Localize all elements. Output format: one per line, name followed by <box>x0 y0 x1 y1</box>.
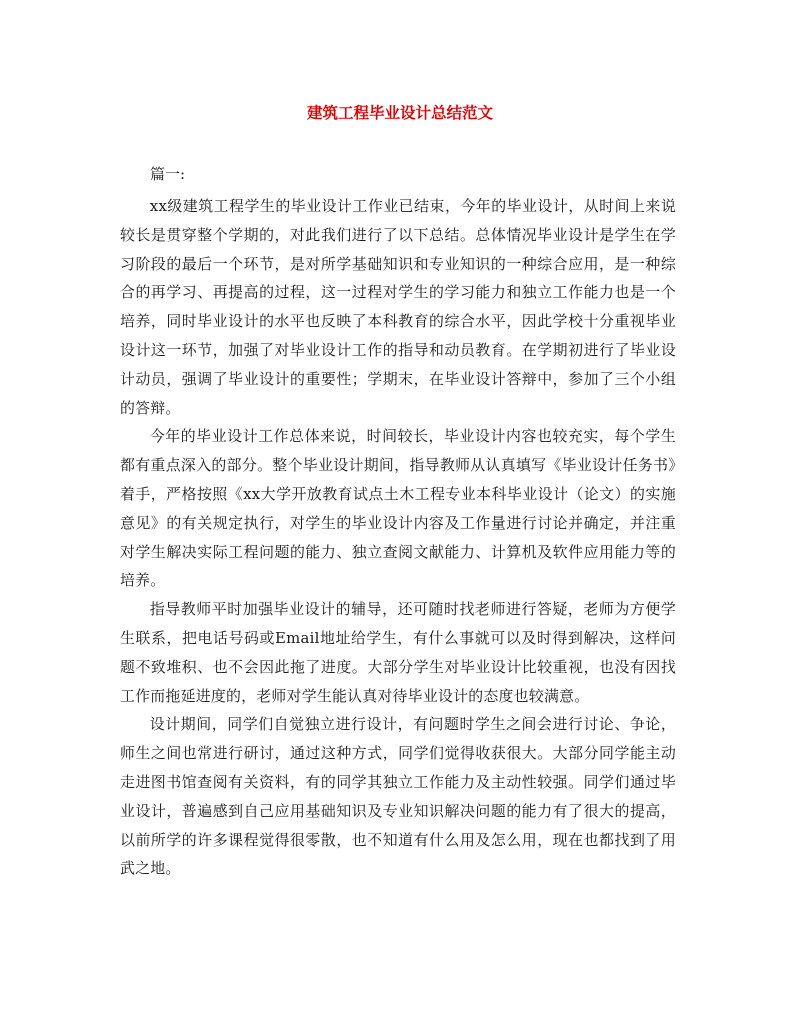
paragraph: 今年的毕业设计工作总体来说，时间较长，毕业设计内容也较充实，每个学生都有重点深入的部分。整个毕业设计期间，指导教师从认真填写《毕业设计任务书》着手，严格按照《xx大学开放教育试点土木工程专业本科毕业设计（论文）的实施意见》的有关规定执行，对学生的毕业设计内容及工作量进行讨论并确定，并注重对学生解决实际工程问题的能力、独立查阅文献能力、计算机及软件应用能力等的培养。 <box>120 427 676 590</box>
document-title: 建筑工程毕业设计总结范文 <box>306 103 493 122</box>
paragraph: 指导教师平时加强毕业设计的辅导，还可随时找老师进行答疑，老师为方便学生联系，把电话号码或Email地址给学生，有什么事就可以及时得到解决，这样问题不致堆积、也不会因此拖了进度。大部分学生对毕业设计比较重视，也没有因找工作而拖延进度的，老师对学生能认真对待毕业设计的态度也较满意。 <box>120 600 676 705</box>
paragraph: xx级建筑工程学生的毕业设计工作业已结束，今年的毕业设计，从时间上来说较长是贯穿整个学期的，对此我们进行了以下总结。总体情况毕业设计是学生在学习阶段的最后一个环节，是对所学基础知识和专业知识的一种综合应用，是一种综合的再学习、再提高的过程，这一过程对学生的学习能力和独立工作能力也是一个培养，同时毕业设计的水平也反映了本科教育的综合水平，因此学校十分重视毕业设计这一环节，加强了对毕业设计工作的指导和动员教育。在学期初进行了毕业设计动员，强调了毕业设计的重要性；学期末，在毕业设计答辩中，参加了三个小组的答辩。 <box>120 197 676 417</box>
document-body <box>120 192 676 883</box>
paragraph: 设计期间，同学们自觉独立进行设计，有问题时学生之间会进行讨论、争论，师生之间也常进行研讨，通过这种方式，同学们觉得收获很大。大部分同学能主动走进图书馆查阅有关资料，有的同学其独立工作能力及主动性较强。同学们通过毕业设计，普遍感到自己应用基础知识及专业知识解决问题的能力有了很大的提高，以前所学的许多课程觉得很零散，也不知道有什么用及怎么用，现在也都找到了用武之地。 <box>120 715 676 878</box>
section-label: 篇一: <box>150 165 186 183</box>
